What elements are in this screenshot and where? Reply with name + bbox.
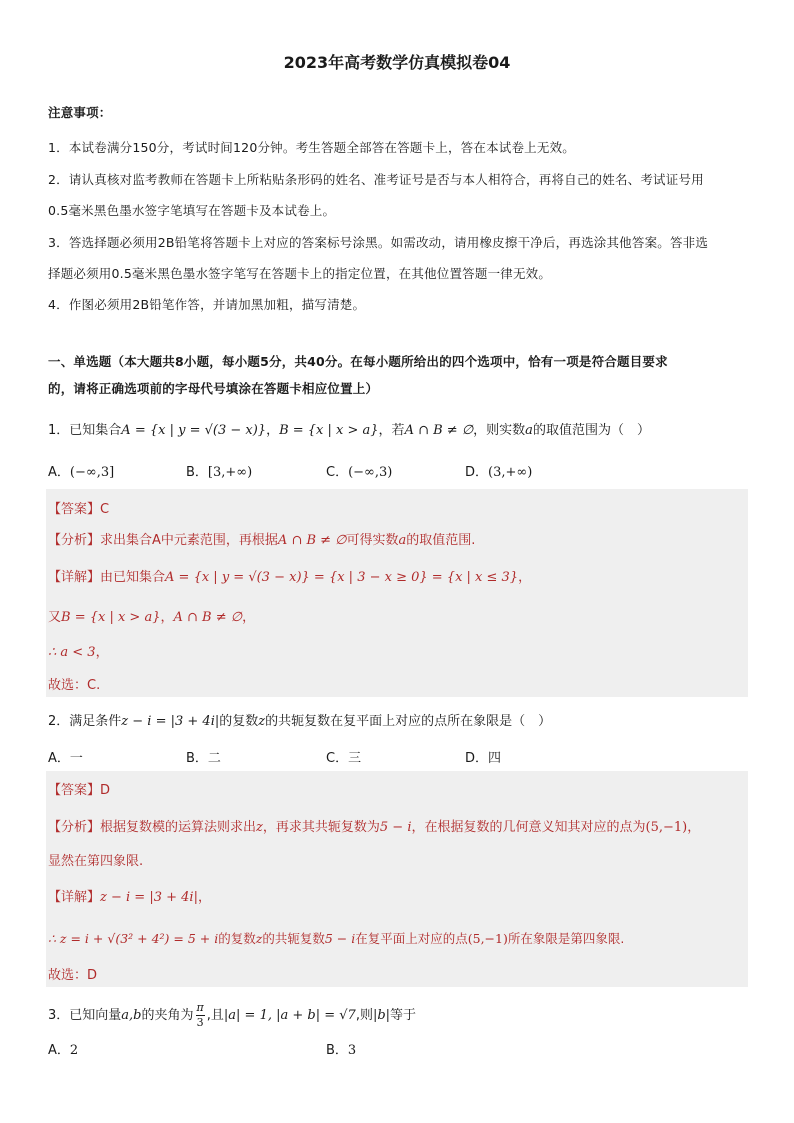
question-text: 已知集合 [69,423,122,438]
answer-label: 【答案】C [48,502,110,517]
question-3: 3．已知向量a,b的夹角为 $\frac{\pi}{3}$ ,且|a| = 1, |a + b| = √7,则|b|等于 [48,1001,417,1029]
option-c[interactable]: C．三 [326,751,362,766]
answer-panel-q2 [46,771,748,987]
notice-item-4: 4．作图必须用2B铅笔作答，并请加黑加粗，描写清楚。 [48,297,366,312]
notice-item-2: 2．请认真核对监考教师在答题卡上所粘贴条形码的姓名、准考证号是否与本人相符合，再将自己的姓名、考试证号用 [48,172,704,187]
question-number: 1． [48,423,70,438]
option-d[interactable]: D．(3,+∞) [465,465,533,480]
detail-line-2: ∴ z = i + √(3² + 4²) = 5 + i的复数z的共轭复数5 − i在复平面上对应的点(5,−1)所在象限是第四象限. [48,931,625,946]
notice-heading: 注意事项： [48,105,112,120]
notice-item-2-cont: 0.5毫米黑色墨水签字笔填写在答题卡及本试卷上。 [48,203,336,218]
detail-line: 【详解】由已知集合A = {x | y = √(3 − x)} = {x | 3 − x ≥ 0} = {x | x ≤ 3}， [48,570,532,585]
detail-line: 【详解】z − i = |3 + 4i|， [48,890,211,905]
option-b[interactable]: B．3 [326,1043,357,1058]
analysis-line: 【分析】根据复数模的运算法则求出z，再求其共轭复数为5 − i，在根据复数的几何意义知其对应的点为(5,−1)， [48,820,701,835]
detail-line-3: ∴ a < 3， [48,645,109,660]
question-1: 1．已知集合A = {x | y = √(3 − x)}，B = {x | x > a}，若A ∩ B ≠ ∅，则实数a的取值范围为（ ） [48,423,650,438]
notice-item-3: 3．答选择题必须用2B铅笔将答题卡上对应的答案标号涂黑。如需改动，请用橡皮擦干净后，再选涂其他答案。答非选 [48,235,709,250]
detail-line-2: 又B = {x | x > a}，A ∩ B ≠ ∅， [48,610,256,625]
section-heading-line1: 一、单选题（本大题共8小题，每小题5分，共40分。在每小题所给出的四个选项中，恰有一项是符合题目要求 [48,354,668,369]
set-a-expression: A = {x | y = √(3 − x)} [121,423,267,438]
notice-item-3-cont: 择题必须用0.5毫米黑色墨水签字笔写在答题卡上的指定位置，在其他位置答题一律无效。 [48,266,552,281]
fraction: $\frac{\pi}{3}$ [196,1001,204,1029]
option-c[interactable]: C．(−∞,3) [326,465,393,480]
answer-label: 【答案】D [48,783,111,798]
question-number: 3． [48,1008,70,1023]
answer-panel-q1 [46,489,748,697]
conclusion-line: 故选：D [48,968,98,983]
option-a[interactable]: A．一 [48,751,83,766]
question-2: 2．满足条件z − i = |3 + 4i|的复数z的共轭复数在复平面上对应的点所在象限是（ ） [48,714,552,729]
set-b-expression: B = {x | x > a} [279,423,379,438]
conclusion-line: 故选：C. [48,678,101,693]
condition-expression: z − i = |3 + 4i| [121,714,220,729]
option-a[interactable]: A．2 [48,1043,79,1058]
option-b[interactable]: B．[3,+∞) [186,465,253,480]
page-title: 2023年高考数学仿真模拟卷04 [283,53,511,72]
section-heading-line2: 的，请将正确选项前的字母代号填涂在答题卡相应位置上） [48,381,379,396]
option-d[interactable]: D．四 [465,751,502,766]
option-a[interactable]: A．(−∞,3] [48,465,115,480]
notice-item-1: 1．本试卷满分150分，考试时间120分钟。考生答题全部答在答题卡上，答在本试卷上无效。 [48,140,575,155]
option-b[interactable]: B．二 [186,751,221,766]
condition-expression: A ∩ B ≠ ∅ [404,423,474,438]
question-number: 2． [48,714,70,729]
analysis-line: 【分析】求出集合A中元素范围，再根据A ∩ B ≠ ∅可得实数a的取值范围. [48,533,476,548]
analysis-line-2: 显然在第四象限. [48,854,144,869]
